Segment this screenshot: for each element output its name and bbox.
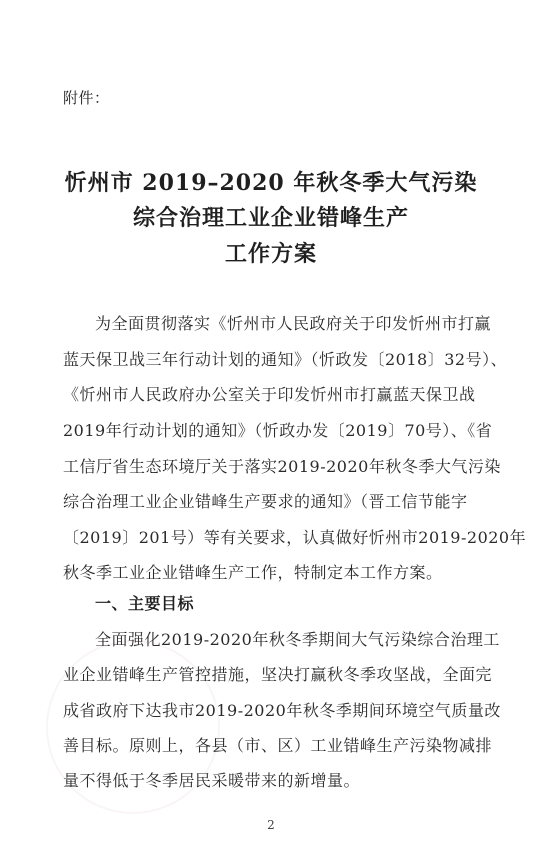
attachment-label: 附件： <box>63 89 110 107</box>
page-number: 2 <box>267 818 275 832</box>
document-title-line-2: 综合治理工业企业错峰生产 <box>132 205 409 231</box>
goal-paragraph-line-5: 量不得低于冬季居民采暖带来的新增量。 <box>63 771 361 790</box>
intro-paragraph-line-7: 〔2019〕201号）等有关要求，认真做好忻州市2019-2020年 <box>63 528 527 547</box>
intro-paragraph-line-4: 2019年行动计划的通知》（忻政办发〔2019〕70号）、《省 <box>63 421 493 440</box>
intro-paragraph-line-5: 工信厅省生态环境厅关于落实2019-2020年秋冬季大气污染 <box>63 457 501 476</box>
intro-paragraph-line-8: 秋冬季工业企业错峰生产工作，特制定本工作方案。 <box>63 563 443 582</box>
intro-paragraph-line-1: 为全面贯彻落实《忻州市人民政府关于印发忻州市打赢 <box>95 314 492 333</box>
goal-paragraph-line-1: 全面强化2019-2020年秋冬季期间大气污染综合治理工 <box>95 630 500 649</box>
document-title-line-1: 忻州市 2019–2020 年秋冬季大气污染 <box>64 170 478 196</box>
goal-paragraph-line-4: 善目标。原则上，各县（市、区）工业错峰生产污染物减排 <box>63 736 493 755</box>
intro-paragraph-line-2: 蓝天保卫战三年行动计划的通知》（忻政发〔2018〕32号）、 <box>63 350 508 369</box>
goal-paragraph-line-2: 业企业错峰生产管控措施，坚决打赢秋冬季攻坚战，全面完 <box>63 665 493 684</box>
document-title-line-3: 工作方案 <box>224 241 317 267</box>
goal-paragraph-line-3: 成省政府下达我市2019-2020年秋冬季期间环境空气质量改 <box>63 701 501 720</box>
intro-paragraph-line-3: 《忻州市人民政府办公室关于印发忻州市打赢蓝天保卫战 <box>63 385 476 404</box>
section-heading-main-goals: 一、主要目标 <box>95 594 195 613</box>
intro-paragraph-line-6: 综合治理工业企业错峰生产要求的通知》（晋工信节能字 <box>63 492 468 511</box>
